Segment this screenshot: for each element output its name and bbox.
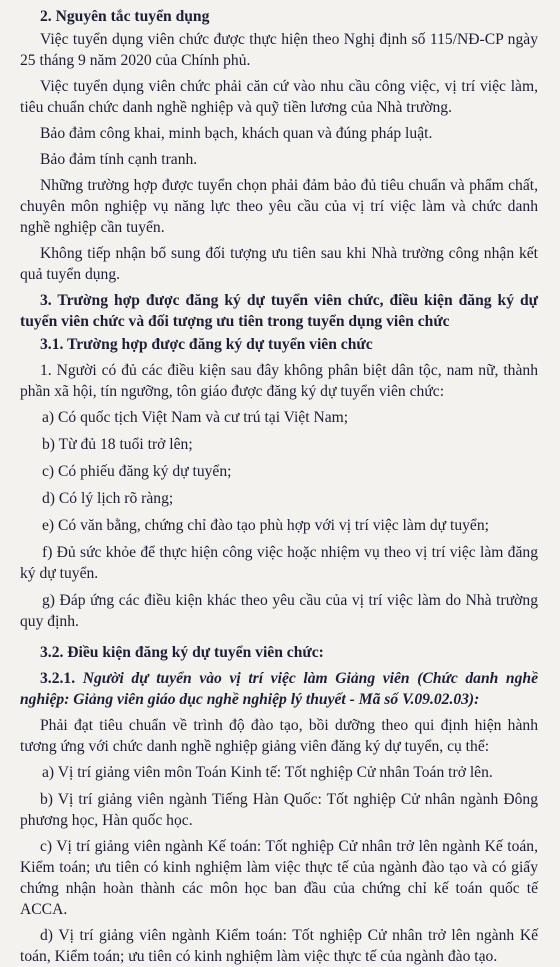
section-3-1-intro: 1. Người có đủ các điều kiện sau đây không phân biệt dân tộc, nam nữ, thành phần xã hội, tín ngưỡng, tôn giáo được đăng ký dự tuyển viên chức: [20,362,538,400]
section-2-heading: 2. Nguyên tắc tuyển dụng [40,8,210,25]
list-item: c) Có phiếu đăng ký dự tuyển; [42,463,232,480]
section-3-heading: 3. Trường hợp được đăng ký dự tuyển viên chức, điều kiện đăng ký dự tuyển viên chức và đối tượng ưu tiên trong tuyển dụng viên chức [20,292,538,330]
list-item: b) Từ đủ 18 tuổi trở lên; [42,436,193,453]
section-3-2-1-title: Người dự tuyển vào vị trí việc làm Giảng viên (Chức danh nghề nghiệp: Giảng viên giáo dục nghề nghiệp lý thuyết - Mã số V.09.02.03): [20,670,538,708]
section-3-2-1-heading [20,668,538,710]
section-2-paragraph: Bảo đảm công khai, minh bạch, khách quan và đúng pháp luật. [40,125,433,142]
list-item: d) Có lý lịch rõ ràng; [42,490,174,507]
section-2-paragraph: Việc tuyển dụng viên chức phải căn cứ vào nhu cầu công việc, vị trí việc làm, tiêu chuẩn chức danh nghề nghiệp và quỹ tiền lương của Nhà trường. [20,78,538,116]
section-2-paragraph: Việc tuyển dụng viên chức được thực hiện theo Nghị định số 115/NĐ-CP ngày 25 tháng 9 năm 2020 của Chính phủ. [20,31,538,69]
list-item: d) Vị trí giảng viên ngành Kiểm toán: Tốt nghiệp Cử nhân trở lên ngành Kế toán, Kiểm toán; ưu tiên có kinh nghiệm làm việc thực tế của ngành đào tạo. [20,927,538,965]
section-3-2-intro: Phải đạt tiêu chuẩn về trình độ đào tạo, bồi dưỡng theo qui định hiện hành tương ứng với chức danh nghề nghiệp giảng viên đăng ký dự tuyển, cụ thể: [20,717,538,755]
list-item: a) Có quốc tịch Việt Nam và cư trú tại Việt Nam; [42,409,349,426]
list-item: b) Vị trí giảng viên ngành Tiếng Hàn Quốc: Tốt nghiệp Cử nhân ngành Đông phương học, Hàn quốc học. [20,791,538,829]
list-item: e) Có văn bằng, chứng chỉ đào tạo phù hợp với vị trí việc làm dự tuyển; [42,517,489,534]
list-item: a) Vị trí giảng viên môn Toán Kinh tế: Tốt nghiệp Cử nhân Toán trở lên. [42,764,493,781]
list-item: f) Đủ sức khỏe để thực hiện công việc hoặc nhiệm vụ theo vị trí việc làm đăng ký dự tuyển. [20,544,538,582]
section-3-2-1-number: 3.2.1. [40,670,76,687]
list-item: g) Đáp ứng các điều kiện khác theo yêu cầu của vị trí việc làm do Nhà trường quy định. [20,592,538,630]
section-2-paragraph: Không tiếp nhận bổ sung đối tượng ưu tiên sau khi Nhà trường công nhận kết quả tuyển dụng. [20,245,538,283]
section-3-2-heading: 3.2. Điều kiện đăng ký dự tuyển viên chức: [40,644,324,661]
section-3-1-heading: 3.1. Trường hợp được đăng ký dự tuyển viên chức [40,336,373,353]
section-2-paragraph: Những trường hợp được tuyển chọn phải đảm bảo đủ tiêu chuẩn và phẩm chất, chuyên môn nghiệp vụ năng lực theo yêu cầu của vị trí việc làm và chức danh nghề nghiệp cần tuyển. [20,177,538,236]
list-item: c) Vị trí giảng viên ngành Kế toán: Tốt nghiệp Cử nhân trở lên ngành Kế toán, Kiểm toán; ưu tiên có kinh nghiệm làm việc thực tế của ngành đào tạo và có giấy chứng nhận hoàn thành các môn học ban đầu của chứng chỉ kế toán quốc tế ACCA. [20,838,538,918]
section-2-paragraph: Bảo đảm tính cạnh tranh. [40,151,198,168]
